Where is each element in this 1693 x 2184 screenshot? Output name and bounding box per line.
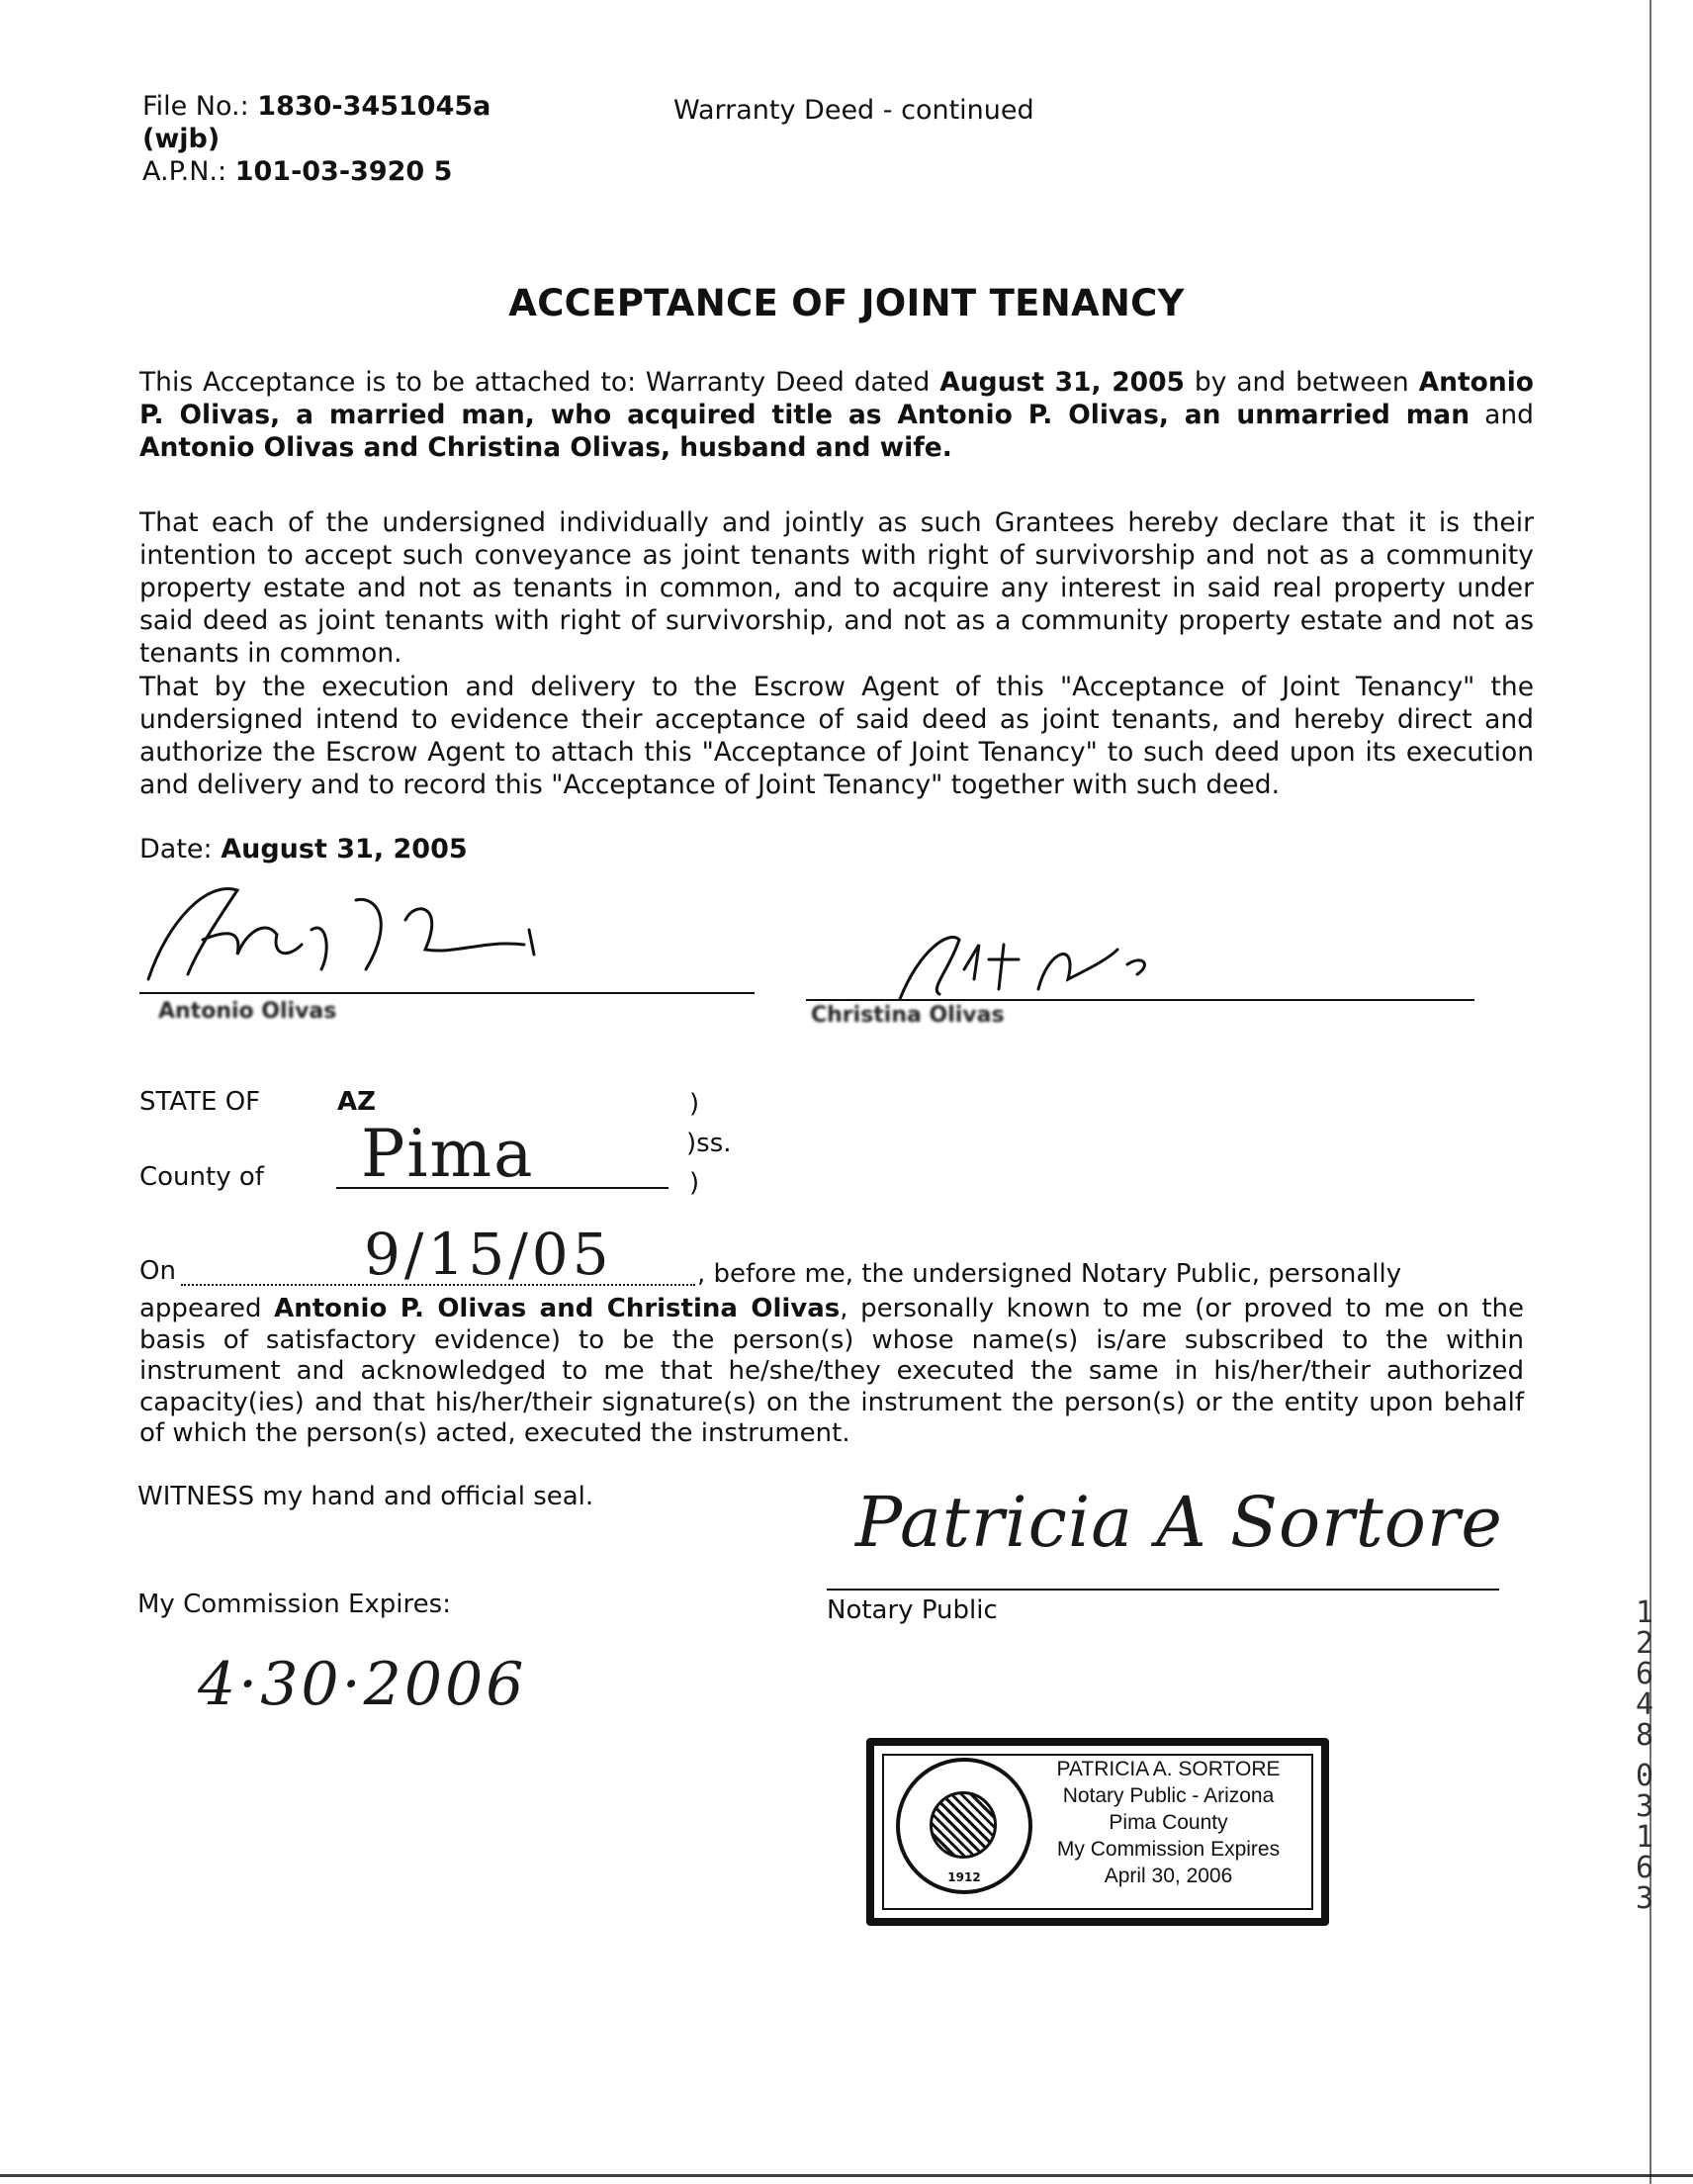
p1-deed-date: August 31, 2005 <box>939 367 1185 398</box>
margin-record-number-top <box>1634 1597 1655 1751</box>
continued-label: Warranty Deed - continued <box>673 95 1034 126</box>
notary-signature-line <box>827 1589 1499 1591</box>
stamp-line-5: April 30, 2006 <box>1104 1865 1233 1887</box>
ack-signers: Antonio P. Olivas and Christina Olivas <box>274 1294 841 1323</box>
county-value: Pima <box>361 1116 535 1192</box>
margin-digit: 1 <box>1635 1595 1654 1630</box>
p1-text-3: and <box>1470 400 1534 430</box>
margin-record-number-bottom <box>1634 1761 1655 1914</box>
date-value: August 31, 2005 <box>221 834 468 864</box>
ack-appeared: appeared <box>139 1294 275 1323</box>
great-seal-arizona <box>896 1758 1032 1894</box>
seal-emblem <box>930 1791 997 1859</box>
signature-line-right <box>806 999 1474 1001</box>
state-value: AZ <box>337 1087 376 1117</box>
file-no-label: File No.: <box>142 91 258 122</box>
state-label: STATE OF <box>139 1087 261 1117</box>
stamp-line-3: Pima County <box>1109 1811 1228 1834</box>
ack-text: , personally known to me (or proved to me on the basis of satisfactory evidence) to be the person(s) whose name(s) is/are subscribed to the within instrument and acknowledged to me that he/she/they executed the same in his/her/their authorized capacity(ies) and that his/her/their signature(s) on the instrument the person(s) or the entity upon behalf of which the person(s) acted, executed the instrument. <box>139 1294 1524 1448</box>
paragraph-1 <box>139 366 1534 464</box>
margin-digit: 3 <box>1635 1881 1654 1916</box>
margin-digit: 4 <box>1635 1687 1654 1722</box>
on-date-value: 9/15/05 <box>364 1221 613 1288</box>
signature-christina <box>870 920 1206 1009</box>
margin-digit: 2 <box>1635 1626 1654 1661</box>
document-title: ACCEPTANCE OF JOINT TENANCY <box>508 282 1185 324</box>
signature-antonio <box>129 861 583 1009</box>
margin-digit: 6 <box>1635 1657 1654 1691</box>
margin-digit: 1 <box>1635 1820 1654 1855</box>
date-label: Date: <box>139 834 222 864</box>
p1-text-2: by and between <box>1185 367 1419 398</box>
stamp-line-4: My Commission Expires <box>1056 1838 1281 1861</box>
apn-label: A.P.N.: <box>142 156 235 187</box>
commission-label: My Commission Expires: <box>137 1590 451 1619</box>
margin-digits-bottom <box>1634 1761 1655 1914</box>
on-date-line <box>181 1284 695 1286</box>
margin-digit: 8 <box>1635 1718 1654 1753</box>
signer-right-name: Christina Olivas <box>811 1003 1005 1028</box>
county-line <box>336 1187 668 1189</box>
venue-paren-2: ) <box>689 1168 700 1198</box>
paragraph-3: That by the execution and delivery to the Escrow Agent of this "Acceptance of Joint Tenancy" the undersigned intend to evidence their acceptance of said deed as joint tenants, and hereby direct and authorize the Escrow Agent to attach this "Acceptance of Joint Tenancy" to such deed upon its execution and delivery and to record this "Acceptance of Joint Tenancy" together with such deed. <box>139 672 1534 800</box>
file-no-suffix: (wjb) <box>142 124 221 154</box>
stamp-line-1: PATRICIA A. SORTORE <box>1056 1758 1281 1780</box>
margin-digit: 3 <box>1635 1789 1654 1824</box>
stamp-line-2: Notary Public - Arizona <box>1062 1784 1275 1807</box>
commission-value: 4·30·2006 <box>198 1650 527 1719</box>
witness-text: WITNESS my hand and official seal. <box>137 1482 594 1511</box>
apn <box>142 155 452 189</box>
signature-line-left <box>139 992 755 994</box>
margin-digit: 6 <box>1635 1851 1654 1885</box>
paragraph-2: That each of the undersigned individually and jointly as such Grantees hereby declare that it is their intention to accept such conveyance as joint tenants with right of survivorship and not as a community property estate and not as tenants in common, and to acquire any interest in said real property under said deed as joint tenants with right of survivorship, and not as a community property estate and not as tenants in common. <box>139 507 1534 669</box>
seal-year: 1912 <box>947 1870 981 1884</box>
file-number <box>142 90 490 124</box>
notary-signature: Patricia A Sortore <box>855 1482 1503 1563</box>
acknowledgment-body <box>139 1294 1524 1450</box>
p1-text-1: This Acceptance is to be attached to: Warranty Deed dated <box>139 367 940 398</box>
margin-digits-top <box>1634 1597 1655 1751</box>
margin-digit: 0 <box>1635 1759 1654 1793</box>
venue-ss: )ss. <box>686 1129 732 1158</box>
apn-value: 101-03-3920 5 <box>234 156 453 187</box>
p1-grantor: Antonio P. Olivas, a married man, who acquired title as Antonio P. Olivas, an unmarried man <box>139 367 1534 430</box>
file-no-value: 1830-3451045a <box>257 91 491 122</box>
county-label: County of <box>139 1162 264 1192</box>
signer-left-name: Antonio Olivas <box>158 999 337 1024</box>
acknowledgment-line-1: , before me, the undersigned Notary Public, personally <box>697 1259 1402 1289</box>
bottom-edge-line <box>0 2174 1693 2177</box>
stamp-text <box>1037 1756 1299 1889</box>
venue-paren-1: ) <box>689 1089 700 1119</box>
notary-stamp <box>866 1738 1329 1926</box>
p1-grantees: Antonio Olivas and Christina Olivas, husband and wife. <box>139 432 952 463</box>
notary-public-label: Notary Public <box>827 1595 998 1625</box>
on-label: On <box>139 1256 176 1286</box>
